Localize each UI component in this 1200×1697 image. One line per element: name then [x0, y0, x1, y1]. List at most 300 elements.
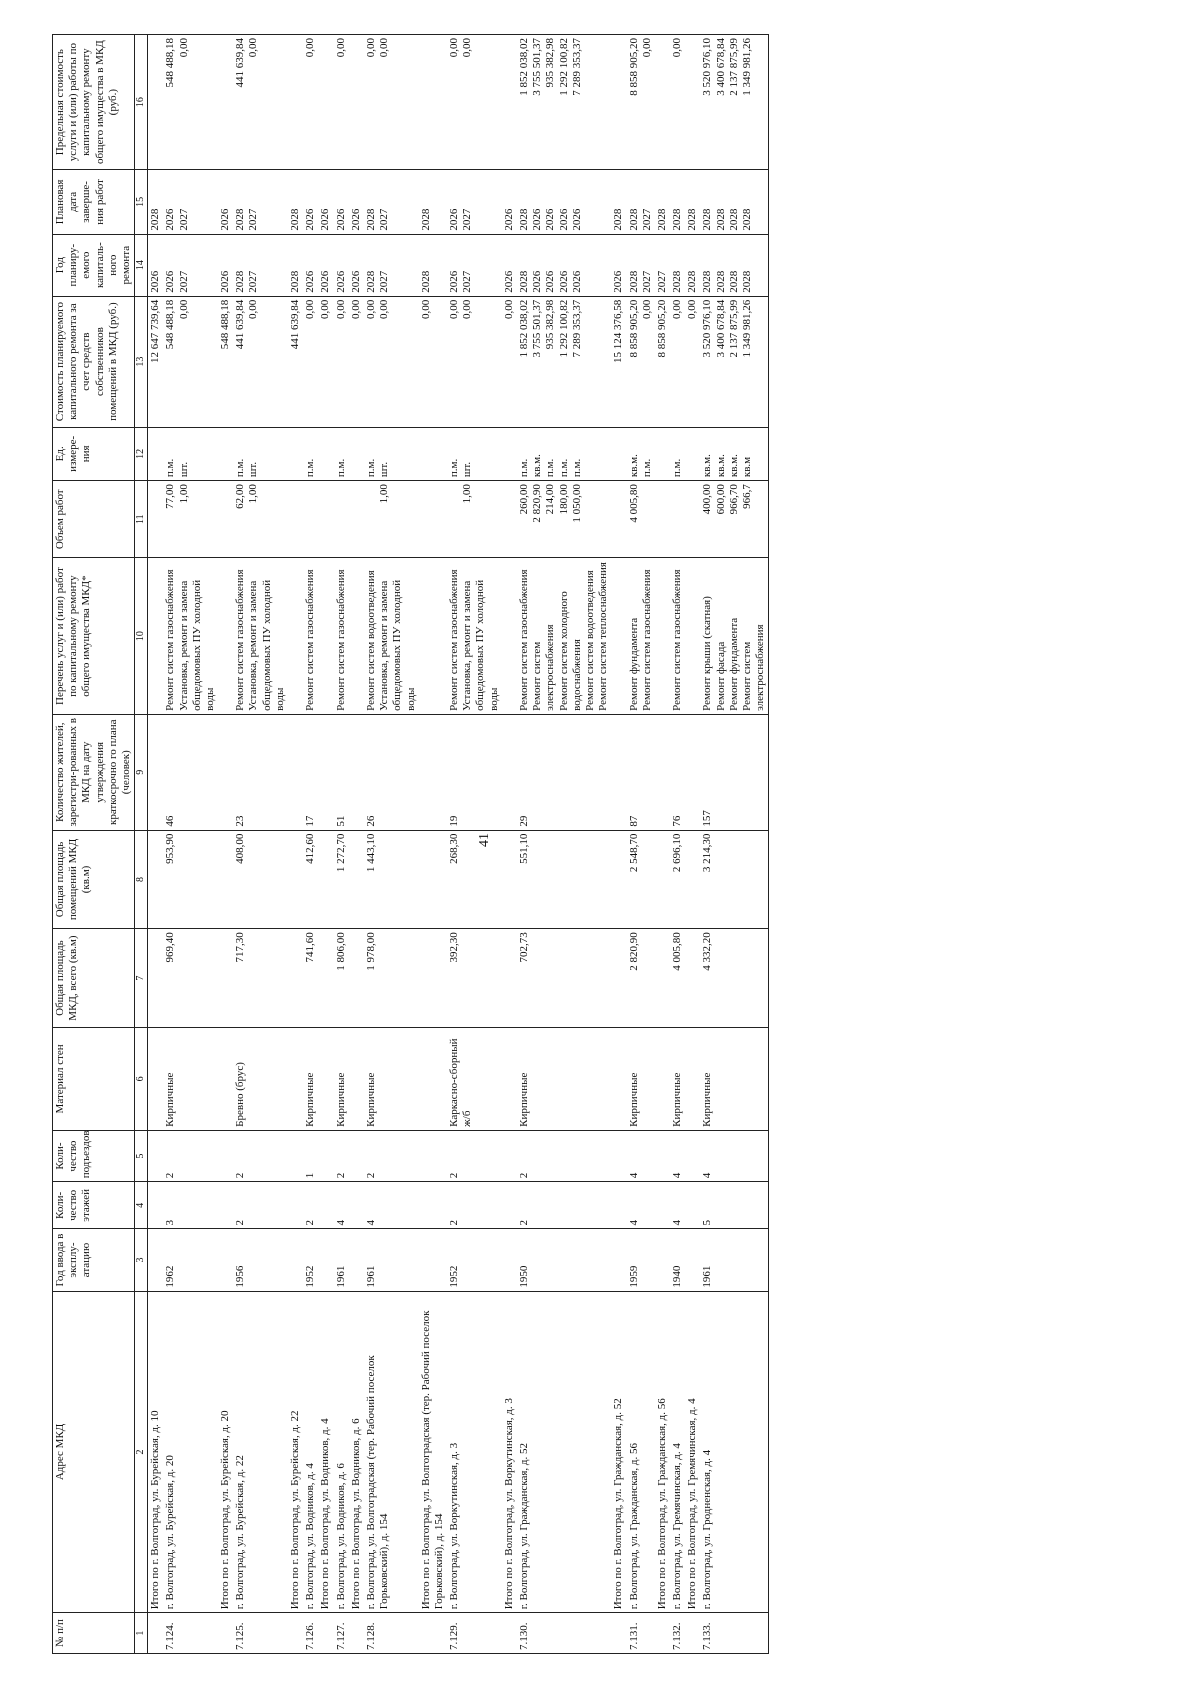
cell-floors — [502, 1182, 517, 1229]
cell-area-rooms: 551,10 — [517, 830, 611, 929]
cell-id — [685, 1613, 700, 1654]
cell-addr: Итого по г. Волгоград, ул. Гражданская, д. 52 — [611, 1291, 626, 1613]
cell-people — [218, 714, 233, 830]
cell-year: 1956 — [233, 1229, 288, 1291]
cell-vol — [685, 481, 700, 558]
cell-id — [349, 1613, 364, 1654]
cell-year-rep: 2028 2028 2028 2028 — [700, 234, 768, 296]
cell-year — [349, 1229, 364, 1291]
cell-cost: 15 124 376,58 — [611, 296, 626, 427]
table-row — [700, 35, 768, 1654]
header-row — [53, 35, 135, 1654]
cell-entr — [611, 1130, 626, 1181]
cell-floors: 2 — [447, 1182, 502, 1229]
cell-limit: 0,00 — [670, 35, 685, 170]
column-header: Материал стен — [53, 1027, 135, 1130]
cell-works: Ремонт крыши (скатная) Ремонт фасада Ремонт фундамента Ремонт систем электроснабжения — [700, 558, 768, 715]
table-row — [517, 35, 611, 1654]
cell-id: 7.131. — [627, 1613, 655, 1654]
cell-vol — [334, 481, 349, 558]
cell-works: Ремонт систем газоснабжения — [303, 558, 318, 715]
cell-area-total — [655, 929, 670, 1028]
cell-id: 7.130. — [517, 1613, 611, 1654]
column-header: № п/п — [53, 1613, 135, 1654]
cell-cost: 441 639,84 — [288, 296, 303, 427]
cell-wall: Бревно (брус) — [233, 1027, 288, 1130]
cell-end: 2028 2027 — [233, 170, 288, 234]
rotated-table-wrapper — [52, 34, 1200, 1654]
cell-unit: п.м. — [670, 427, 685, 481]
cell-people: 76 — [670, 714, 685, 830]
cell-floors: 4 — [627, 1182, 655, 1229]
column-header: Год планиру-емого капиталь-ного ремонта — [53, 234, 135, 296]
cell-floors — [611, 1182, 626, 1229]
cell-year — [318, 1229, 333, 1291]
cell-area-rooms — [288, 830, 303, 929]
table-row — [364, 35, 419, 1654]
cell-entr: 2 — [163, 1130, 218, 1181]
cell-floors — [349, 1182, 364, 1229]
cell-limit — [288, 35, 303, 170]
cell-addr: Итого по г. Волгоград, ул. Водников, д. 4 — [318, 1291, 333, 1613]
cell-area-total: 1 806,00 — [334, 929, 349, 1028]
table-row — [334, 35, 349, 1654]
cell-cost: 441 639,84 0,00 — [233, 296, 288, 427]
cell-entr: 4 — [627, 1130, 655, 1181]
cell-id: 7.126. — [303, 1613, 318, 1654]
cell-vol — [419, 481, 447, 558]
cell-area-total: 702,73 — [517, 929, 611, 1028]
cell-works — [419, 558, 447, 715]
cell-year-rep: 2028 2026 2026 2026 2026 — [517, 234, 611, 296]
cell-id — [419, 1613, 447, 1654]
cell-end: 2026 2027 — [447, 170, 502, 234]
table-row — [627, 35, 655, 1654]
cell-works: Ремонт систем газоснабжения — [670, 558, 685, 715]
cell-area-total — [611, 929, 626, 1028]
cell-floors: 3 — [163, 1182, 218, 1229]
cell-area-total — [685, 929, 700, 1028]
cell-floors — [655, 1182, 670, 1229]
cell-unit: кв.м. кв.м. кв.м. кв.м — [700, 427, 768, 481]
cell-area-rooms — [318, 830, 333, 929]
column-header: Плановая дата заверше-ния работ — [53, 170, 135, 234]
cell-unit: п.м. шт. — [163, 427, 218, 481]
cell-unit: п.м. кв.м. п.м. п.м. п.м. — [517, 427, 611, 481]
cell-year — [502, 1229, 517, 1291]
cell-unit — [685, 427, 700, 481]
cell-id — [318, 1613, 333, 1654]
cell-end: 2026 — [303, 170, 318, 234]
cell-works — [148, 558, 164, 715]
cell-year — [685, 1229, 700, 1291]
cell-entr: 2 — [334, 1130, 349, 1181]
table-body — [148, 35, 769, 1654]
cell-people: 157 — [700, 714, 768, 830]
cell-year: 1952 — [447, 1229, 502, 1291]
cell-people — [685, 714, 700, 830]
cell-vol: 1,00 — [447, 481, 502, 558]
cell-addr: Итого по г. Волгоград, ул. Гражданская, д. 56 — [655, 1291, 670, 1613]
cell-year — [148, 1229, 164, 1291]
cell-area-total: 4 332,20 — [700, 929, 768, 1028]
cell-area-rooms — [148, 830, 164, 929]
cell-id: 7.125. — [233, 1613, 288, 1654]
cell-limit — [655, 35, 670, 170]
cell-people — [349, 714, 364, 830]
cell-people — [655, 714, 670, 830]
column-header: Коли-чество этажей — [53, 1182, 135, 1229]
column-header: Объем работ — [53, 481, 135, 558]
cell-limit: 0,00 0,00 — [447, 35, 502, 170]
capital-repair-table — [52, 34, 769, 1654]
cell-year-rep: 2026 2027 — [447, 234, 502, 296]
table-row — [670, 35, 685, 1654]
cell-area-total — [419, 929, 447, 1028]
cell-area-total — [148, 929, 164, 1028]
cell-works — [685, 558, 700, 715]
cell-year-rep: 2026 — [349, 234, 364, 296]
cell-entr: 4 — [700, 1130, 768, 1181]
cell-end: 2028 — [655, 170, 670, 234]
cell-addr: г. Волгоград, ул. Бурейская, д. 22 — [233, 1291, 288, 1613]
cell-floors: 5 — [700, 1182, 768, 1229]
cell-works — [288, 558, 303, 715]
cell-floors: 2 — [303, 1182, 318, 1229]
cell-vol: 77,00 1,00 — [163, 481, 218, 558]
cell-area-rooms: 268,30 — [447, 830, 502, 929]
cell-area-rooms: 2 696,10 — [670, 830, 685, 929]
cell-year: 1961 — [364, 1229, 419, 1291]
cell-addr: г. Волгоград, ул. Гражданская, д. 56 — [627, 1291, 655, 1613]
cell-area-total: 717,30 — [233, 929, 288, 1028]
cell-cost: 548 488,18 — [218, 296, 233, 427]
cell-end: 2028 — [670, 170, 685, 234]
column-number: 2 — [135, 1291, 148, 1613]
cell-entr: 4 — [670, 1130, 685, 1181]
cell-area-rooms — [419, 830, 447, 929]
cell-end: 2026 — [334, 170, 349, 234]
cell-cost: 1 852 038,02 3 755 501,37 935 382,98 1 292 100,82 7 289 353,37 — [517, 296, 611, 427]
cell-floors: 2 — [517, 1182, 611, 1229]
cell-year-rep: 2028 — [288, 234, 303, 296]
cell-unit — [148, 427, 164, 481]
cell-end: 2028 2028 2028 2028 — [700, 170, 768, 234]
cell-end: 2028 — [419, 170, 447, 234]
cell-works — [611, 558, 626, 715]
cell-area-total: 1 978,00 — [364, 929, 419, 1028]
cell-wall — [318, 1027, 333, 1130]
column-number: 3 — [135, 1229, 148, 1291]
cell-limit: 0,00 0,00 — [364, 35, 419, 170]
cell-works: Ремонт фундамента Ремонт систем газоснабжения — [627, 558, 655, 715]
column-number: 5 — [135, 1130, 148, 1181]
cell-limit: 1 852 038,02 3 755 501,37 935 382,98 1 292 100,82 7 289 353,37 — [517, 35, 611, 170]
cell-unit — [349, 427, 364, 481]
cell-end: 2028 — [685, 170, 700, 234]
cell-wall: Кирпичные — [670, 1027, 685, 1130]
cell-year-rep: 2026 — [303, 234, 318, 296]
cell-limit: 3 520 976,10 3 400 678,84 2 137 875,99 1 349 981,26 — [700, 35, 768, 170]
column-header: Коли-чество подъездов — [53, 1130, 135, 1181]
cell-unit — [655, 427, 670, 481]
cell-id: 7.129. — [447, 1613, 502, 1654]
cell-cost: 0,00 — [334, 296, 349, 427]
cell-area-total — [218, 929, 233, 1028]
cell-floors: 2 — [233, 1182, 288, 1229]
cell-year: 1961 — [700, 1229, 768, 1291]
cell-year-rep: 2026 — [218, 234, 233, 296]
cell-works — [502, 558, 517, 715]
cell-people — [502, 714, 517, 830]
cell-vol — [288, 481, 303, 558]
cell-wall: Кирпичные — [700, 1027, 768, 1130]
cell-area-rooms — [611, 830, 626, 929]
cell-limit: 8 858 905,20 0,00 — [627, 35, 655, 170]
column-header: Год ввода в эксплу-атацию — [53, 1229, 135, 1291]
cell-people: 46 — [163, 714, 218, 830]
cell-year-rep: 2028 — [670, 234, 685, 296]
cell-people — [288, 714, 303, 830]
cell-wall — [611, 1027, 626, 1130]
cell-floors — [318, 1182, 333, 1229]
cell-year-rep: 2026 — [148, 234, 164, 296]
cell-wall: Кирпичные — [517, 1027, 611, 1130]
cell-area-rooms — [685, 830, 700, 929]
cell-people — [419, 714, 447, 830]
column-header: Адрес МКД — [53, 1291, 135, 1613]
cell-people — [148, 714, 164, 830]
cell-works: Ремонт систем газоснабжения — [334, 558, 349, 715]
cell-id: 7.124. — [163, 1613, 218, 1654]
cell-people: 51 — [334, 714, 349, 830]
column-header: Общая площадь помещений МКД (кв.м) — [53, 830, 135, 929]
cell-id — [655, 1613, 670, 1654]
column-number: 10 — [135, 558, 148, 715]
cell-cost: 0,00 — [318, 296, 333, 427]
cell-year: 1962 — [163, 1229, 218, 1291]
cell-id: 7.133. — [700, 1613, 768, 1654]
cell-wall: Кирпичные — [334, 1027, 349, 1130]
cell-cost: 8 858 905,20 0,00 — [627, 296, 655, 427]
cell-entr: 2 — [364, 1130, 419, 1181]
cell-year-rep: 2028 2027 — [233, 234, 288, 296]
cell-addr: г. Волгоград, ул. Водников, д. 6 — [334, 1291, 349, 1613]
cell-vol — [218, 481, 233, 558]
cell-wall: Кирпичные — [364, 1027, 419, 1130]
cell-works — [218, 558, 233, 715]
cell-year-rep: 2028 — [419, 234, 447, 296]
column-header: Количество жителей, зарегистри-рованных в МКД на дату утверждения краткосрочно го плана (человек) — [53, 714, 135, 830]
cell-entr — [288, 1130, 303, 1181]
total-row — [419, 35, 447, 1654]
cell-wall — [502, 1027, 517, 1130]
cell-area-total: 969,40 — [163, 929, 218, 1028]
cell-area-rooms: 408,00 — [233, 830, 288, 929]
cell-addr: г. Волгоград, ул. Волгоградская (тер. Рабочий поселок Горьковский), д. 154 — [364, 1291, 419, 1613]
cell-id: 7.132. — [670, 1613, 685, 1654]
cell-end: 2026 — [502, 170, 517, 234]
cell-addr: г. Волгоград, ул. Бурейская, д. 20 — [163, 1291, 218, 1613]
cell-id: 7.128. — [364, 1613, 419, 1654]
cell-area-rooms: 1 272,70 — [334, 830, 349, 929]
cell-floors — [419, 1182, 447, 1229]
cell-addr: Итого по г. Волгоград, ул. Бурейская, д. 20 — [218, 1291, 233, 1613]
cell-unit: п.м. шт. — [364, 427, 419, 481]
cell-unit — [218, 427, 233, 481]
cell-area-rooms: 412,60 — [303, 830, 318, 929]
cell-id — [288, 1613, 303, 1654]
column-number: 8 — [135, 830, 148, 929]
cell-id — [611, 1613, 626, 1654]
table-row — [233, 35, 288, 1654]
cell-cost: 0,00 — [685, 296, 700, 427]
cell-wall — [288, 1027, 303, 1130]
cell-wall: Кирпичные — [627, 1027, 655, 1130]
cell-addr: г. Волгоград, ул. Гремячинская, д. 4 — [670, 1291, 685, 1613]
cell-year-rep: 2026 — [334, 234, 349, 296]
cell-people — [318, 714, 333, 830]
cell-limit: 548 488,18 0,00 — [163, 35, 218, 170]
cell-area-rooms: 1 443,10 — [364, 830, 419, 929]
cell-works — [655, 558, 670, 715]
cell-unit — [502, 427, 517, 481]
cell-people: 26 — [364, 714, 419, 830]
cell-unit — [419, 427, 447, 481]
cell-floors — [148, 1182, 164, 1229]
cell-cost: 548 488,18 0,00 — [163, 296, 218, 427]
cell-cost: 0,00 — [349, 296, 364, 427]
cell-area-rooms — [502, 830, 517, 929]
column-number: 14 — [135, 234, 148, 296]
column-number: 6 — [135, 1027, 148, 1130]
column-number: 15 — [135, 170, 148, 234]
cell-unit: п.м. — [334, 427, 349, 481]
cell-id: 7.127. — [334, 1613, 349, 1654]
cell-addr: Итого по г. Волгоград, ул. Водников, д. 6 — [349, 1291, 364, 1613]
cell-entr: 2 — [447, 1130, 502, 1181]
page-number: 41 — [477, 833, 492, 847]
cell-wall: Кирпичные — [303, 1027, 318, 1130]
cell-cost: 0,00 0,00 — [364, 296, 419, 427]
column-header: Предельная стоимость услуги и (или) работы по капитальному ремонту общего имущества в МКД (руб.) — [53, 35, 135, 170]
total-row — [148, 35, 164, 1654]
cell-entr — [419, 1130, 447, 1181]
cell-year-rep: 2026 — [502, 234, 517, 296]
column-number: 13 — [135, 296, 148, 427]
cell-year-rep: 2028 2027 — [627, 234, 655, 296]
total-row — [218, 35, 233, 1654]
cell-vol — [502, 481, 517, 558]
cell-wall — [685, 1027, 700, 1130]
cell-entr: 2 — [233, 1130, 288, 1181]
cell-end: 2028 — [611, 170, 626, 234]
cell-entr — [218, 1130, 233, 1181]
cell-area-rooms: 2 548,70 — [627, 830, 655, 929]
total-row — [655, 35, 670, 1654]
column-header: Перечень услуг и (или) работ по капитальному ремонту общего имущества МКД* — [53, 558, 135, 715]
cell-year — [611, 1229, 626, 1291]
cell-end: 2026 — [349, 170, 364, 234]
cell-vol — [611, 481, 626, 558]
cell-people: 87 — [627, 714, 655, 830]
cell-cost: 0,00 — [303, 296, 318, 427]
cell-area-rooms — [349, 830, 364, 929]
cell-entr — [148, 1130, 164, 1181]
cell-area-total: 392,30 — [447, 929, 502, 1028]
cell-vol — [655, 481, 670, 558]
column-number: 12 — [135, 427, 148, 481]
cell-id — [218, 1613, 233, 1654]
cell-works: Ремонт систем газоснабжения Установка, ремонт и замена общедомовых ПУ холодной воды — [447, 558, 502, 715]
cell-floors: 4 — [670, 1182, 685, 1229]
cell-year — [218, 1229, 233, 1291]
cell-floors — [288, 1182, 303, 1229]
cell-vol — [670, 481, 685, 558]
column-number: 7 — [135, 929, 148, 1028]
cell-limit — [611, 35, 626, 170]
cell-year — [288, 1229, 303, 1291]
cell-year: 1940 — [670, 1229, 685, 1291]
cell-vol — [303, 481, 318, 558]
cell-vol — [349, 481, 364, 558]
cell-vol — [148, 481, 164, 558]
column-number: 4 — [135, 1182, 148, 1229]
cell-vol: 400,00 600,00 966,70 966,7 — [700, 481, 768, 558]
cell-area-rooms — [218, 830, 233, 929]
total-row — [288, 35, 303, 1654]
column-header: Стоимость планируемого капитального ремонта за счет средств собственников помещений в МКД (руб.) — [53, 296, 135, 427]
cell-cost: 8 858 905,20 — [655, 296, 670, 427]
cell-area-total — [349, 929, 364, 1028]
cell-end: 2028 2027 — [364, 170, 419, 234]
cell-wall — [655, 1027, 670, 1130]
cell-entr: 2 — [517, 1130, 611, 1181]
cell-people: 29 — [517, 714, 611, 830]
cell-limit: 0,00 — [334, 35, 349, 170]
column-header: Ед. измере-ния — [53, 427, 135, 481]
cell-id — [502, 1613, 517, 1654]
total-row — [349, 35, 364, 1654]
cell-year-rep: 2026 2027 — [163, 234, 218, 296]
cell-people: 23 — [233, 714, 288, 830]
cell-year — [655, 1229, 670, 1291]
column-number-row — [135, 35, 148, 1654]
total-row — [685, 35, 700, 1654]
cell-unit: п.м. шт. — [447, 427, 502, 481]
cell-works — [318, 558, 333, 715]
cell-works: Ремонт систем газоснабжения Установка, ремонт и замена общедомовых ПУ холодной воды — [233, 558, 288, 715]
cell-unit: п.м. шт. — [233, 427, 288, 481]
cell-limit — [685, 35, 700, 170]
cell-wall: Каркасно-сборный ж/б — [447, 1027, 502, 1130]
cell-addr: Итого по г. Волгоград, ул. Воркутинская, д. 3 — [502, 1291, 517, 1613]
cell-end: 2026 2027 — [163, 170, 218, 234]
cell-area-total — [502, 929, 517, 1028]
cell-addr: г. Волгоград, ул. Гродненская, д. 4 — [700, 1291, 768, 1613]
cell-people: 19 — [447, 714, 502, 830]
cell-unit: кв.м. п.м. — [627, 427, 655, 481]
cell-limit — [148, 35, 164, 170]
cell-floors — [218, 1182, 233, 1229]
cell-area-total: 4 005,80 — [670, 929, 685, 1028]
cell-year: 1952 — [303, 1229, 318, 1291]
cell-limit: 0,00 — [303, 35, 318, 170]
cell-unit — [288, 427, 303, 481]
cell-works: Ремонт систем газоснабжения Установка, ремонт и замена общедомовых ПУ холодной воды — [163, 558, 218, 715]
cell-unit — [318, 427, 333, 481]
cell-wall — [218, 1027, 233, 1130]
